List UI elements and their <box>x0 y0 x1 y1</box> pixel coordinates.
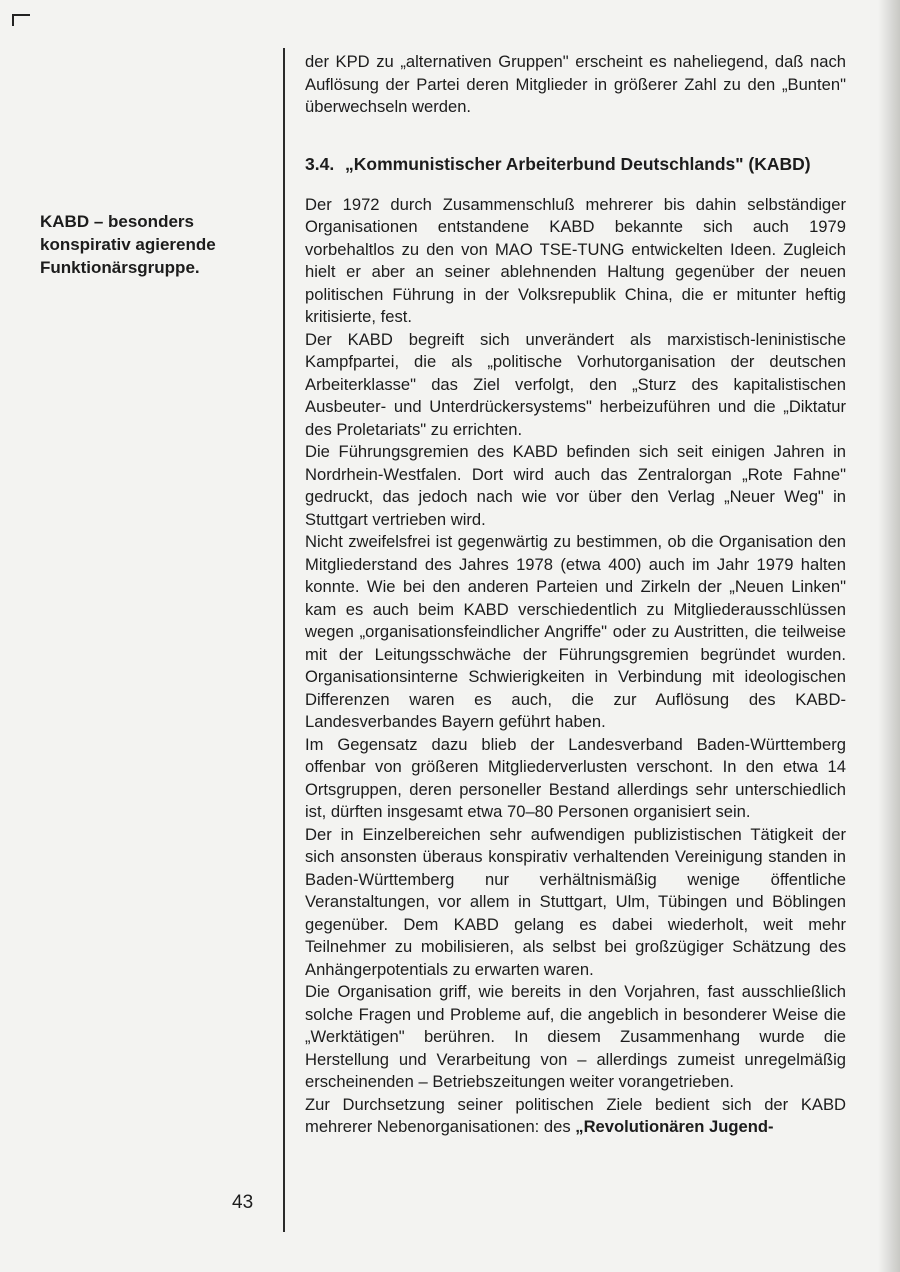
body-paragraph: Im Gegensatz dazu blieb der Landesverband Baden-Württemberg offenbar von größeren Mitgliederverlusten verschont. In den etwa 14 Ortsgruppen, deren personeller Bestand allerdings sehr unterschiedlich ist, dürften insgesamt etwa 70–80 Personen organisiert sein. <box>305 734 846 821</box>
body-paragraph: Der 1972 durch Zusammenschluß mehrerer bis dahin selbständiger Organisationen entstandene KABD bekannte sich auch 1979 vorbehaltlos zu den von MAO TSE-TUNG entwickelten Ideen. Zugleich hielt er aber an seiner ablehnenden Haltung gegenüber der neuen politischen Führung in der Volksrepublik China, die er mitunter heftig kritisierte, fest. <box>305 194 846 326</box>
page-edge-shadow <box>878 0 900 1272</box>
corner-crop-mark <box>12 14 30 16</box>
body-paragraph: Der KABD begreift sich unverändert als marxistisch-leninistische Kampfpartei, die als „politische Vorhutorganisation der deutschen Arbeiterklasse" das Ziel verfolgt, den „Sturz des kapitalistischen Ausbeuter- und Unterdrückersystems" herbeizuführen und die „Diktatur des Proletariats" zu errichten. <box>305 329 846 439</box>
section-title: „Kommunistischer Arbeiterbund Deutschlands" (KABD) <box>345 153 811 174</box>
body-paragraph-last <box>305 1094 846 1139</box>
last-paragraph-text: Zur Durchsetzung seiner politischen Ziele bedient sich der KABD mehrerer Nebenorganisationen: des <box>305 1094 846 1136</box>
intro-paragraph: der KPD zu „alternativen Gruppen" erscheint es naheliegend, daß nach Auflösung der Partei deren Mitglieder in größerer Zahl zu den „Bunten" überwechseln werden. <box>305 52 846 116</box>
body-paragraph: Die Organisation griff, wie bereits in den Vorjahren, fast ausschließlich solche Fragen und Probleme auf, die angeblich in besonderer Weise die „Werktätigen" berühren. In diesem Zusammenhang wurde die Herstellung und Verarbeitung von – allerdings zumeist unregelmäßig erscheinenden – Betriebszeitungen weiter vorangetrieben. <box>305 982 846 1091</box>
body-paragraph: Die Führungsgremien des KABD befinden sich seit einigen Jahren in Nordrhein-Westfalen. Dort wird auch das Zentralorgan „Rote Fahne" gedruckt, das jedoch nach wie vor über den Verlag „Neuer Weg" in Stuttgart vertrieben wird. <box>305 442 846 529</box>
margin-rule <box>283 48 285 1232</box>
margin-note: KABD – besonders konspirativ agierende Funktionärsgruppe. <box>40 212 216 277</box>
main-text-column <box>305 51 846 1139</box>
last-paragraph-bold-text: „Revolutionären Jugend- <box>575 1117 774 1136</box>
body-paragraph: Der in Einzelbereichen sehr aufwendigen publizistischen Tätigkeit der sich ansonsten überaus konspirativ verhaltenden Vereinigung standen in Baden-Württemberg nur verhältnismäßig wenige öffentliche Veranstaltungen, vor allem in Stuttgart, Ulm, Tübingen und Böblingen gegenüber. Dem KABD gelang es dabei wiederholt, weit mehr Teilnehmer zu mobilisieren, als selbst bei großzügiger Schätzung des Anhängerpotentials zu erwarten waren. <box>305 824 846 979</box>
body-paragraph: Nicht zweifelsfrei ist gegenwärtig zu bestimmen, ob die Organisation den Mitgliederstand des Jahres 1978 (etwa 400) auch im Jahr 1979 halten konnte. Wie bei den anderen Parteien und Zirkeln der „Neuen Linken" kam es auch beim KABD verschiedentlich zu Mitgliederausschlüssen wegen „organisationsfeindlicher Angriffe" oder zu Austritten, die teilweise mit der Leitungsschwäche der Führungsgremien begründet wurden. Organisationsinterne Schwierigkeiten in Verbindung mit ideologischen Differenzen waren es auch, die zur Auflösung des KABD-Landesverbandes Bayern geführt haben. <box>305 532 846 731</box>
section-heading <box>305 153 846 176</box>
section-number: 3.4. <box>305 153 335 174</box>
page-number: 43 <box>232 1192 254 1213</box>
